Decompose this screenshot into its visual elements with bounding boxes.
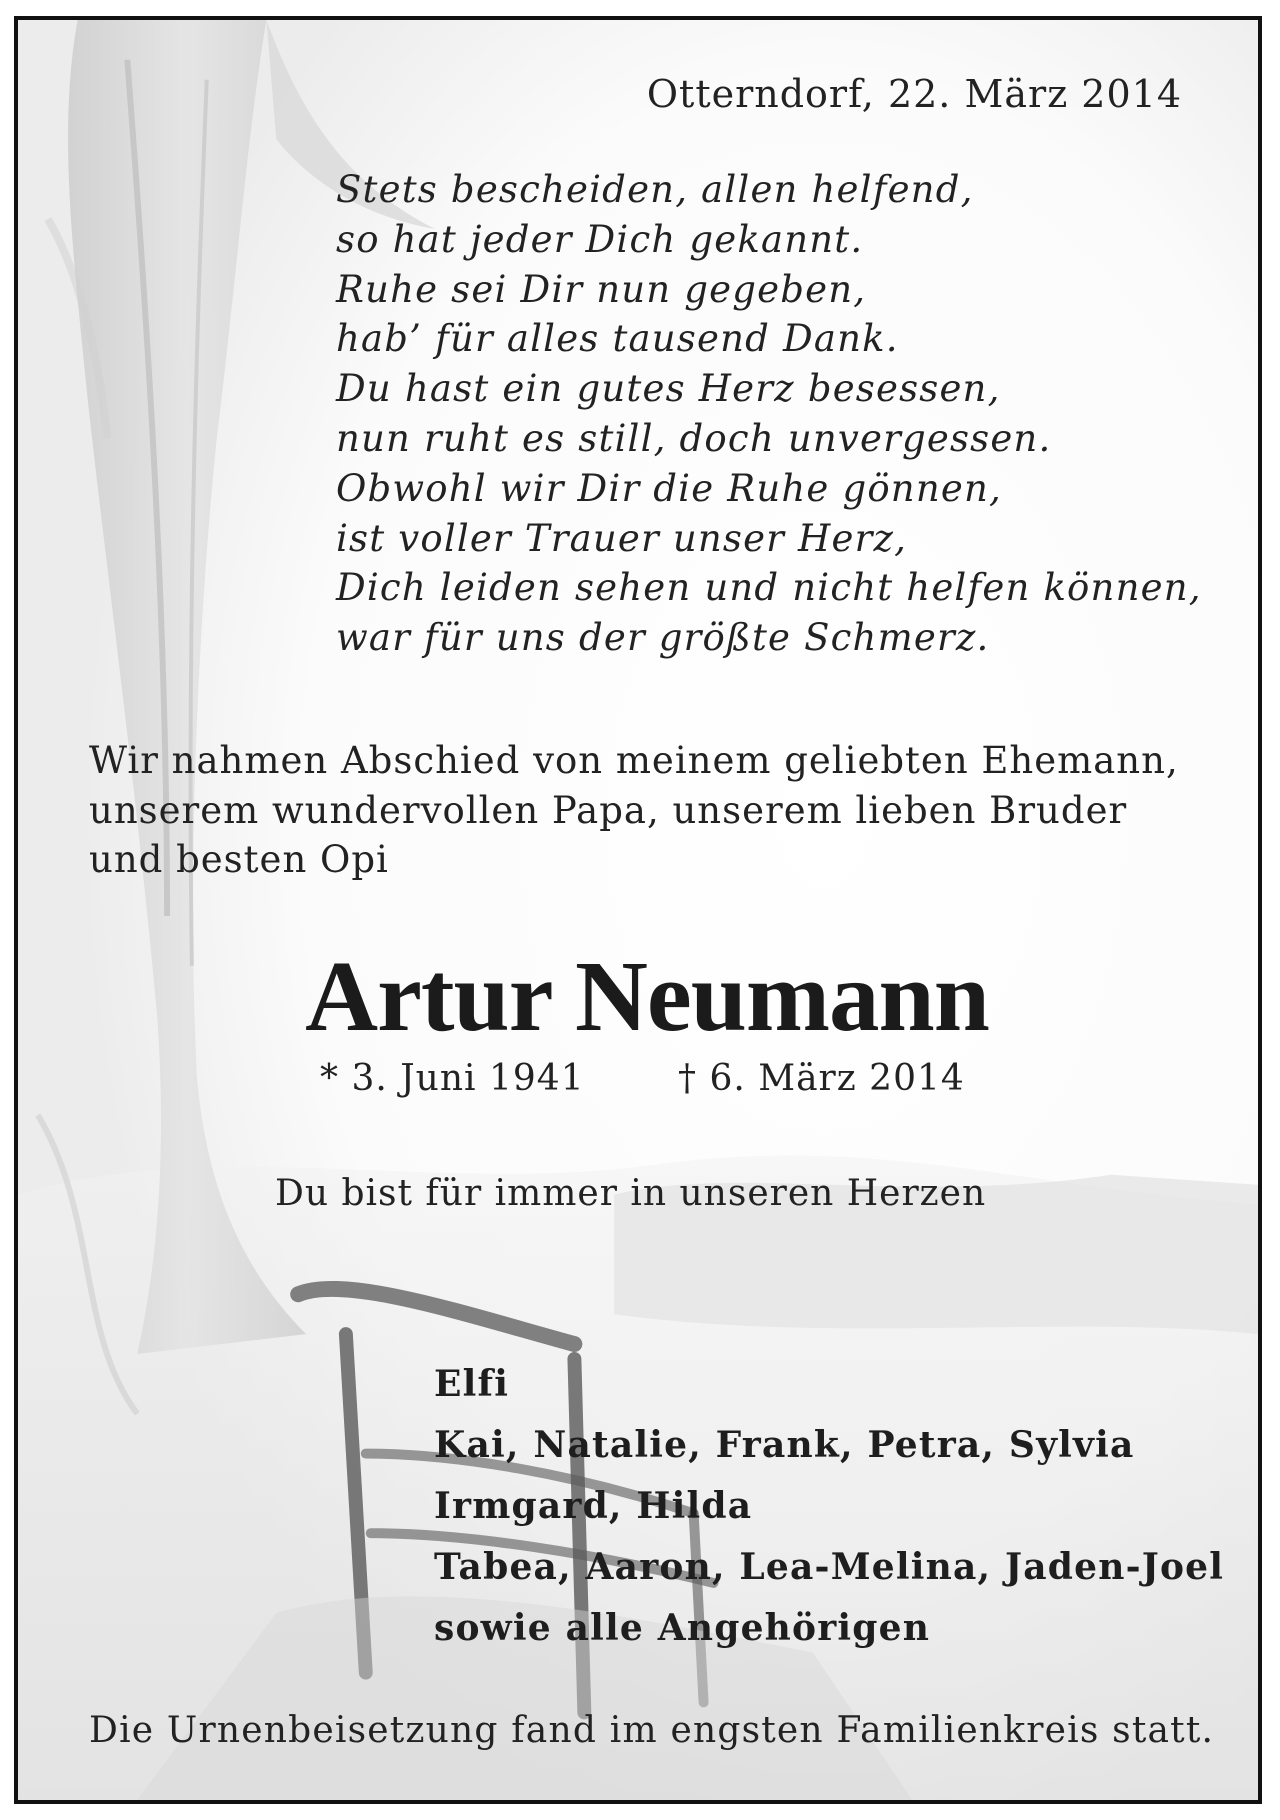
- family-line: Elfi: [434, 1363, 510, 1405]
- poem-line: Du hast ein gutes Herz besessen,: [336, 367, 1001, 411]
- place-date: Otterndorf, 22. März 2014: [646, 72, 1182, 116]
- obituary-notice: [14, 16, 1262, 1804]
- family-list: [434, 1354, 1224, 1659]
- poem-line: nun ruht es still, doch unvergessen.: [336, 416, 1052, 460]
- birth-date: * 3. Juni 1941: [320, 1058, 585, 1099]
- poem-line: Obwohl wir Dir die Ruhe gönnen,: [336, 466, 1002, 510]
- memorial-motto: Du bist für immer in unseren Herzen: [275, 1173, 987, 1214]
- memorial-poem: [336, 165, 1202, 663]
- farewell-intro: [89, 736, 1179, 885]
- poem-line: ist voller Trauer unser Herz,: [336, 516, 908, 560]
- family-line: Kai, Natalie, Frank, Petra, Sylvia: [434, 1424, 1135, 1466]
- intro-line: Wir nahmen Abschied von meinem geliebten Ehemann,: [89, 739, 1179, 782]
- intro-line: und besten Opi: [89, 838, 389, 881]
- family-line: Tabea, Aaron, Lea-Melina, Jaden-Joel: [434, 1546, 1225, 1588]
- family-line: sowie alle Angehörigen: [434, 1607, 931, 1649]
- poem-line: Stets bescheiden, allen helfend,: [336, 168, 974, 211]
- family-line: Irmgard, Hilda: [434, 1485, 753, 1527]
- death-date: † 6. März 2014: [678, 1058, 965, 1099]
- burial-note: Die Urnenbeisetzung fand im engsten Familienkreis statt.: [89, 1710, 1215, 1751]
- intro-line: unserem wundervollen Papa, unserem lieben Bruder: [89, 788, 1128, 832]
- poem-line: Ruhe sei Dir nun gegeben,: [336, 267, 867, 311]
- deceased-name: Artur Neumann: [305, 940, 989, 1052]
- poem-line: so hat jeder Dich gekannt.: [336, 217, 864, 261]
- poem-line: war für uns der größte Schmerz.: [336, 616, 990, 660]
- poem-line: hab’ für alles tausend Dank.: [336, 317, 899, 361]
- poem-line: Dich leiden sehen und nicht helfen können,: [336, 566, 1202, 610]
